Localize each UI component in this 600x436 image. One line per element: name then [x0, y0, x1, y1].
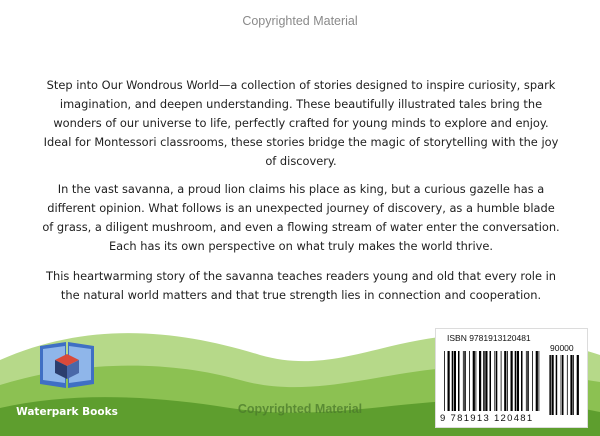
barcode-bar — [454, 351, 456, 411]
barcode-bar — [532, 351, 533, 411]
barcode-bar — [549, 355, 551, 415]
barcode-bar — [501, 351, 502, 411]
barcode-bar — [577, 355, 579, 415]
barcode-bar — [507, 351, 508, 411]
barcode-bar — [567, 355, 568, 415]
barcode-bar — [536, 351, 538, 411]
barcode-bar — [464, 351, 466, 411]
barcode-bar — [469, 351, 470, 411]
barcode-bar — [448, 351, 450, 411]
barcode-bar — [539, 351, 540, 411]
barcode-bar — [570, 355, 572, 415]
barcode-bar — [552, 355, 554, 415]
barcode-bar — [473, 351, 475, 411]
barcode-bar — [515, 351, 517, 411]
open-book-cube-icon — [36, 336, 98, 392]
barcode-bar — [479, 351, 481, 411]
barcode-bar — [573, 355, 574, 415]
barcode-bar — [562, 355, 564, 415]
copyright-watermark-top: Copyrighted Material — [242, 14, 358, 28]
isbn-digits: 9 781913 120481 — [440, 413, 534, 424]
barcode-bar — [521, 351, 523, 411]
barcode-bar — [517, 351, 519, 411]
barcode-bars — [442, 343, 583, 415]
barcode-bar — [444, 351, 445, 411]
barcode-bar — [561, 355, 562, 415]
copyright-watermark-bottom: Copyrighted Material — [237, 402, 363, 416]
blurb-paragraph-1: Step into Our Wondrous World—a collection of stories designed to inspire curiosity, spark imagination, and deepen understanding. These beautifully illustrated tales bring the wonders of our universe to life, perfectly crafted for young minds to explore and enjoy. Ideal for Montessori classrooms, these stories bridge the magic of storytelling with the joy of discovery. — [43, 78, 559, 168]
price-code: 90000 — [550, 343, 574, 353]
barcode-bar — [463, 351, 464, 411]
barcode-bar — [485, 351, 487, 411]
publisher-name: Waterpark Books — [16, 406, 118, 418]
barcode-bar — [526, 351, 527, 411]
barcode-bar — [494, 351, 495, 411]
isbn-label: ISBN 9781913120481 — [447, 333, 531, 343]
barcode-bar — [490, 351, 492, 411]
barcode-bar — [556, 355, 558, 415]
barcode-bar — [476, 351, 477, 411]
blurb-paragraph-2: In the vast savanna, a proud lion claims his place as king, but a curious gazelle has a different opinion. What follows is an unexpected journey of discovery, as a humble blade of grass, a diligent mushroom, and even a flowing stream of water enter the conversation. Each has its own perspective on what truly makes the world thrive. — [42, 182, 560, 253]
barcode-bar — [496, 351, 498, 411]
barcode-bar — [527, 351, 529, 411]
barcode-bar — [458, 351, 460, 411]
blurb-paragraph-3: This heartwarming story of the savanna teaches readers young and old that every role in the natural world matters and that true strength lies in connection and cooperation. — [46, 269, 556, 302]
isbn-barcode — [435, 328, 588, 428]
barcode-bar — [452, 351, 454, 411]
barcode-bar — [504, 351, 506, 411]
barcode-bar — [511, 351, 513, 411]
barcode-bar — [483, 351, 485, 411]
